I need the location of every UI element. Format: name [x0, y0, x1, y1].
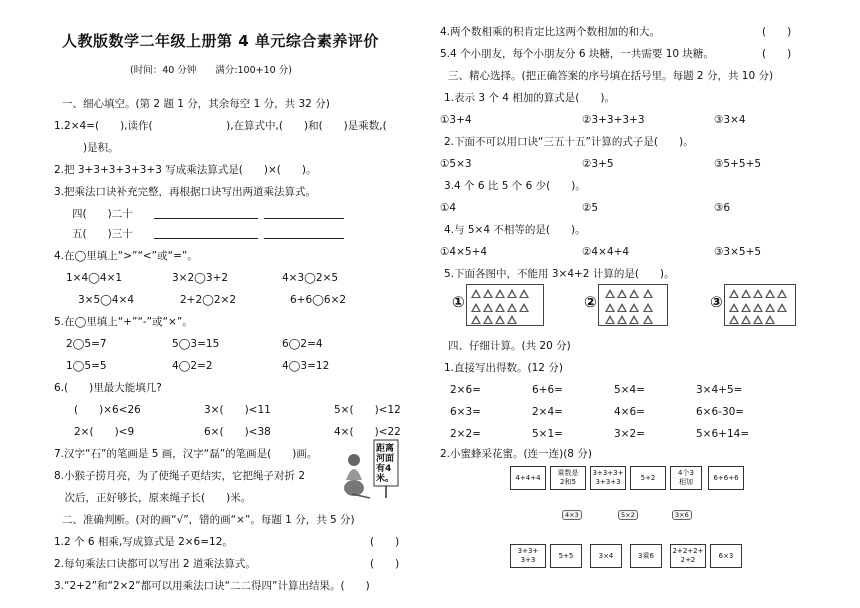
question-5: 5.在◯里填上“+”“-”或“×”。: [54, 316, 193, 328]
triangle-icon: [519, 289, 529, 298]
triangle-icon: [753, 289, 763, 298]
q6-item: 2×( )<9: [74, 426, 135, 438]
answer-paren[interactable]: ( ): [762, 26, 792, 38]
q4-item: 4×3◯2×5: [282, 272, 339, 284]
q5-item: 4◯3=12: [282, 360, 330, 372]
choice-1: 1.表示 3 个 4 相加的算式是( )。: [444, 92, 615, 104]
triangle-icon: [519, 303, 529, 312]
answer-paren[interactable]: ( ): [370, 536, 400, 548]
answer-line[interactable]: [264, 218, 344, 219]
page-title: 人教版数学二年级上册第 4 单元综合素养评价: [62, 32, 379, 50]
triangle-icon: [471, 289, 481, 298]
answer-line[interactable]: [154, 238, 258, 239]
bee-card[interactable]: 2+2+2+ 2+2: [670, 544, 706, 568]
question-2: 2.把 3+3+3+3+3+3 写成乘法算式是( )×( )。: [54, 164, 317, 176]
bee-card[interactable]: 3+3+ 3+3: [510, 544, 546, 568]
choice-2: 2.下面不可以用口诀“三五十五”计算的式子是( )。: [444, 136, 694, 148]
triangle-icon: [507, 303, 517, 312]
triangle-icon: [643, 289, 653, 298]
q5-item: 5◯3=15: [172, 338, 220, 350]
flower[interactable]: [672, 510, 692, 520]
judge-2: 2.每句乘法口诀都可以写出 2 道乘法算式。: [54, 558, 256, 570]
triangle-icon: [741, 289, 751, 298]
triangle-icon: [507, 315, 517, 324]
triangle-icon: [741, 303, 751, 312]
choice-4: 4.与 5×4 不相等的是( )。: [444, 224, 586, 236]
picture-label[interactable]: ②: [584, 293, 597, 311]
calc-item[interactable]: 2×4=: [532, 406, 563, 418]
triangle-icon: [605, 303, 615, 312]
calc-item[interactable]: 6+6=: [532, 384, 563, 396]
section-1-header: 一、细心填空。(第 2 题 1 分，其余每空 1 分，共 32 分): [62, 98, 330, 110]
choice-option[interactable]: ①5×3: [440, 158, 472, 170]
flower[interactable]: [618, 510, 638, 520]
triangle-icon: [629, 289, 639, 298]
choice-option[interactable]: ③5+5+5: [714, 158, 762, 170]
judge-5: 5.4 个小朋友，每个小朋友分 6 块糖，一共需要 10 块糖。: [440, 48, 714, 60]
triangle-icon: [495, 303, 505, 312]
subtitle: (时间：40 分钟 满分:100+10 分): [130, 65, 292, 76]
picture-label[interactable]: ①: [452, 293, 465, 311]
question-8a: 8.小猴子捞月亮，为了使绳子更结实，它把绳子对折 2: [54, 470, 306, 482]
triangle-group-1[interactable]: [466, 284, 544, 326]
question-1b: )是积。: [62, 142, 119, 154]
calc-item[interactable]: 5×6+14=: [696, 428, 750, 440]
triangle-icon: [753, 315, 763, 324]
triangle-icon: [483, 315, 493, 324]
bee-card[interactable]: 6+6+6: [708, 466, 744, 490]
choice-3: 3.4 个 6 比 5 个 6 少( )。: [444, 180, 586, 192]
choice-option[interactable]: ①3+4: [440, 114, 472, 126]
bee-card[interactable]: 5+5: [550, 544, 582, 568]
q4-item: 6+6◯6×2: [290, 294, 347, 306]
q5-item: 6◯2=4: [282, 338, 323, 350]
triangle-icon: [617, 315, 627, 324]
question-6: 6.( )里最大能填几?: [54, 382, 162, 394]
triangle-icon: [495, 315, 505, 324]
judge-3: 3.“2+2”和“2×2”都可以用乘法口诀“二二得四”计算出结果。( ): [54, 580, 370, 592]
bee-card[interactable]: 3乘6: [630, 544, 662, 568]
flower-label: 5×2: [618, 510, 638, 520]
bee-card[interactable]: 4个3 相加: [670, 466, 702, 490]
flower-label: 3×6: [672, 510, 692, 520]
choice-option[interactable]: ①4×5+4: [440, 246, 488, 258]
bee-card[interactable]: 3+3+3+ 3+3+3: [590, 466, 626, 490]
bee-card[interactable]: 6×3: [710, 544, 742, 568]
triangle-group-2[interactable]: [598, 284, 668, 326]
calc-item[interactable]: 2×6=: [450, 384, 481, 396]
q5-item: 4◯2=2: [172, 360, 213, 372]
calc-item[interactable]: 5×4=: [614, 384, 645, 396]
triangle-icon: [471, 315, 481, 324]
q4-item: 2+2◯2×2: [180, 294, 237, 306]
triangle-icon: [629, 303, 639, 312]
triangle-icon: [629, 315, 639, 324]
answer-line[interactable]: [264, 238, 344, 239]
choice-option[interactable]: ③3×5+5: [714, 246, 762, 258]
calc-item[interactable]: 3×4+5=: [696, 384, 743, 396]
triangle-icon: [643, 303, 653, 312]
choice-5: 5.下面各图中，不能用 3×4+2 计算的是( )。: [444, 268, 675, 280]
triangle-icon: [495, 289, 505, 298]
calc-item[interactable]: 3×2=: [614, 428, 645, 440]
q4-item: 1×4◯4×1: [66, 272, 123, 284]
q4-item: 3×5◯4×4: [78, 294, 135, 306]
triangle-icon: [765, 303, 775, 312]
judge-4: 4.两个数相乘的积肯定比这两个数相加的和大。: [440, 26, 661, 38]
calc-item[interactable]: 5×1=: [532, 428, 563, 440]
triangle-icon: [741, 315, 751, 324]
choice-option[interactable]: ②5: [582, 202, 599, 214]
question-3: 3.把乘法口诀补充完整，再根据口诀写出两道乘法算式。: [54, 186, 317, 198]
q5-item: 2◯5=7: [66, 338, 107, 350]
triangle-icon: [643, 315, 653, 324]
triangle-icon: [777, 289, 787, 298]
triangle-icon: [483, 303, 493, 312]
triangle-icon: [729, 303, 739, 312]
section-4-header: 四、仔细计算。(共 20 分): [448, 340, 571, 352]
q5-item: 1◯5=5: [66, 360, 107, 372]
triangle-icon: [765, 289, 775, 298]
question-8b: 次后，正好够长，原来绳子长( )米。: [54, 492, 252, 504]
choice-option[interactable]: ②3+3+3+3: [582, 114, 645, 126]
triangle-icon: [605, 289, 615, 298]
answer-paren[interactable]: ( ): [370, 558, 400, 570]
answer-paren[interactable]: ( ): [762, 48, 792, 60]
question-3b: 五( )三十: [72, 228, 133, 240]
choice-option[interactable]: ③6: [714, 202, 731, 214]
q6-item: 6×( )<38: [204, 426, 271, 438]
bee-card[interactable]: 3×4: [590, 544, 622, 568]
q6-item: 5×( )<12: [334, 404, 401, 416]
judge-1: 1.2 个 6 相乘,写成算式是 2×6=12。: [54, 536, 233, 548]
picture-label[interactable]: ③: [710, 293, 723, 311]
q6-item: ( )×6<26: [74, 404, 141, 416]
sign-text: 距离河面有4米。: [376, 444, 395, 484]
question-1a: 1.2×4=( ),读作( ),在算式中,( )和( )是乘数,(: [54, 120, 387, 132]
flower[interactable]: [562, 510, 582, 520]
triangle-icon: [777, 303, 787, 312]
q6-item: 3×( )<11: [204, 404, 271, 416]
flower-label: 4×3: [562, 510, 582, 520]
triangle-icon: [617, 289, 627, 298]
question-4: 4.在◯里填上“>”“<”或“=”。: [54, 250, 198, 262]
q4-item: 3×2◯3+2: [172, 272, 229, 284]
calc-item[interactable]: 6×3=: [450, 406, 481, 418]
bee-card[interactable]: 4+4+4: [510, 466, 546, 490]
choice-option[interactable]: ②4×4+4: [582, 246, 630, 258]
calc-2-title: 2.小蜜蜂采花蜜。(连一连)(8 分): [440, 448, 592, 460]
triangle-icon: [765, 315, 775, 324]
triangle-icon: [729, 289, 739, 298]
choice-option[interactable]: ②3+5: [582, 158, 614, 170]
triangle-icon: [753, 303, 763, 312]
triangle-icon: [605, 315, 615, 324]
section-2-header: 二、准确判断。(对的画“√”，错的画“×”。每题 1 分，共 5 分): [62, 514, 355, 526]
triangle-group-3[interactable]: [724, 284, 796, 326]
bee-card[interactable]: 5+2: [630, 466, 666, 490]
triangle-icon: [471, 303, 481, 312]
q6-item: 4×( )<22: [334, 426, 401, 438]
calc-item[interactable]: 2×2=: [450, 428, 481, 440]
calc-1-title: 1.直接写出得数。(12 分): [444, 362, 563, 374]
calc-item[interactable]: 6×6-30=: [696, 406, 745, 418]
section-3-header: 三、精心选择。(把正确答案的序号填在括号里。每题 2 分，共 10 分): [448, 70, 774, 82]
choice-option[interactable]: ①4: [440, 202, 457, 214]
calc-item[interactable]: 4×6=: [614, 406, 645, 418]
triangle-icon: [507, 289, 517, 298]
triangle-icon: [483, 289, 493, 298]
triangle-icon: [617, 303, 627, 312]
answer-line[interactable]: [154, 218, 258, 219]
bee-card[interactable]: 乘数是 2和5: [550, 466, 586, 490]
question-3a: 四( )二十: [72, 208, 133, 220]
triangle-icon: [729, 315, 739, 324]
choice-option[interactable]: ③3×4: [714, 114, 746, 126]
question-7: 7.汉字“石”的笔画是 5 画，汉字“磊”的笔画是( )画。: [54, 448, 318, 460]
